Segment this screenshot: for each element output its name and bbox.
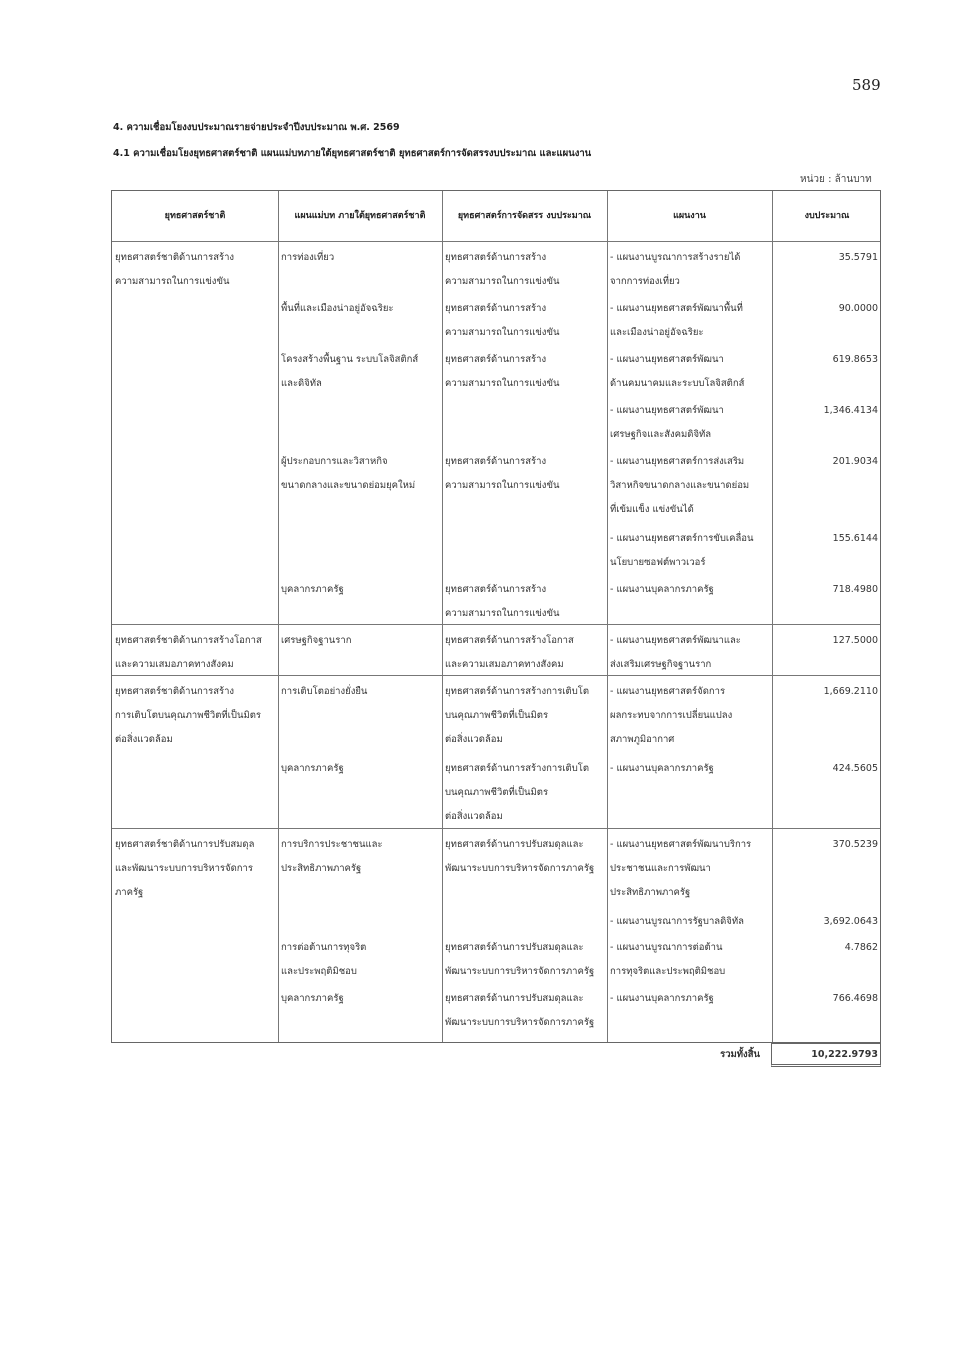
cell-allocation-strategy: ยุทธศาสตร์ด้านการสร้างโอกาส และความเสมอภาคทางสังคม (445, 635, 574, 670)
row-divider (112, 241, 880, 242)
cell-budget: 127.5000 (832, 635, 878, 646)
column-divider (278, 191, 279, 1042)
column-divider (772, 191, 773, 1042)
cell-master-plan: เศรษฐกิจฐานราก (281, 635, 352, 646)
total-label: รวมทั้งสิ้น (720, 1049, 760, 1060)
cell-budget: 718.4980 (832, 584, 878, 595)
cell-work-plan: - แผนงานยุทธศาสตร์พัฒนา เศรษฐกิจและสังคมดิจิทัล (610, 405, 724, 440)
cell-work-plan: - แผนงานบูรณาการรัฐบาลดิจิทัล (610, 916, 744, 927)
cell-work-plan: - แผนงานยุทธศาสตร์พัฒนาและ ส่งเสริมเศรษฐกิจฐานราก (610, 635, 741, 670)
page-number: 589 (852, 76, 881, 94)
header-national-strategy: ยุทธศาสตร์ชาติ (164, 211, 226, 221)
cell-master-plan: การเติบโตอย่างยั่งยืน (281, 686, 368, 697)
cell-budget: 424.5605 (832, 763, 878, 774)
cell-allocation-strategy: ยุทธศาสตร์ด้านการสร้าง ความสามารถในการแข่งขัน (445, 303, 560, 338)
header-master-plan: แผนแม่บท ภายใต้ยุทธศาสตร์ชาติ (294, 211, 426, 221)
cell-budget: 766.4698 (832, 993, 878, 1004)
cell-allocation-strategy: ยุทธศาสตร์ด้านการสร้าง ความสามารถในการแข่งขัน (445, 584, 560, 619)
cell-budget: 4.7862 (844, 942, 878, 953)
cell-budget: 3,692.0643 (823, 916, 878, 927)
cell-work-plan: - แผนงานยุทธศาสตร์การส่งเสริม วิสาหกิจขนาดกลางและขนาดย่อม ที่เข้มแข็ง แข่งขันได้ (610, 456, 750, 515)
cell-budget: 35.5791 (838, 252, 878, 263)
total-value: 10,222.9793 (771, 1043, 881, 1067)
budget-table (111, 190, 881, 1043)
total-row (111, 1043, 881, 1069)
cell-work-plan: - แผนงานยุทธศาสตร์พัฒนาบริการ ประชาชนและการพัฒนา ประสิทธิภาพภาครัฐ (610, 839, 752, 898)
cell-national-strategy: ยุทธศาสตร์ชาติด้านการสร้าง ความสามารถในการแข่งขัน (115, 252, 235, 287)
cell-budget: 1,346.4134 (823, 405, 878, 416)
cell-master-plan: บุคลากรภาครัฐ (281, 763, 344, 774)
cell-master-plan: การต่อต้านการทุจริต และประพฤติมิชอบ (281, 942, 367, 977)
header-work-plan: แผนงาน (673, 211, 706, 221)
cell-work-plan: - แผนงานบุคลากรภาครัฐ (610, 763, 714, 774)
cell-work-plan: - แผนงานยุทธศาสตร์พัฒนา ด้านคมนาคมและระบบโลจิสติกส์ (610, 354, 745, 389)
cell-budget: 155.6144 (832, 533, 878, 544)
cell-allocation-strategy: ยุทธศาสตร์ด้านการสร้างการเติบโต บนคุณภาพชีวิตที่เป็นมิตร ต่อสิ่งแวดล้อม (445, 686, 590, 745)
header-allocation-strategy: ยุทธศาสตร์การจัดสรร งบประมาณ (457, 211, 592, 221)
cell-work-plan: - แผนงานยุทธศาสตร์จัดการ ผลกระทบจากการเปลี่ยนแปลง สภาพภูมิอากาศ (610, 686, 733, 745)
cell-allocation-strategy: ยุทธศาสตร์ด้านการปรับสมดุลและ พัฒนาระบบการบริหารจัดการภาครัฐ (445, 993, 595, 1028)
cell-work-plan: - แผนงานบุคลากรภาครัฐ (610, 584, 714, 595)
cell-allocation-strategy: ยุทธศาสตร์ด้านการปรับสมดุลและ พัฒนาระบบการบริหารจัดการภาครัฐ (445, 839, 595, 874)
cell-master-plan: บุคลากรภาครัฐ (281, 584, 344, 595)
cell-national-strategy: ยุทธศาสตร์ชาติด้านการปรับสมดุล และพัฒนาระบบการบริหารจัดการ ภาครัฐ (115, 839, 255, 898)
cell-master-plan: การบริการประชาชนและ ประสิทธิภาพภาครัฐ (281, 839, 383, 874)
cell-allocation-strategy: ยุทธศาสตร์ด้านการสร้าง ความสามารถในการแข่งขัน (445, 354, 560, 389)
cell-budget: 201.9034 (832, 456, 878, 467)
column-divider (607, 191, 608, 1042)
cell-budget: 619.8653 (832, 354, 878, 365)
cell-national-strategy: ยุทธศาสตร์ชาติด้านการสร้าง การเติบโตบนคุณภาพชีวิตที่เป็นมิตร ต่อสิ่งแวดล้อม (115, 686, 261, 745)
section-heading: 4. ความเชื่อมโยงงบประมาณรายจ่ายประจำปีงบประมาณ พ.ศ. 2569 (113, 122, 400, 133)
cell-work-plan: - แผนงานบุคลากรภาครัฐ (610, 993, 714, 1004)
cell-master-plan: การท่องเที่ยว (281, 252, 335, 263)
cell-work-plan: - แผนงานบูรณาการสร้างรายได้ จากการท่องเที่ยว (610, 252, 741, 287)
cell-master-plan: บุคลากรภาครัฐ (281, 993, 344, 1004)
cell-budget: 90.0000 (838, 303, 878, 314)
header-budget: งบประมาณ (804, 211, 850, 221)
cell-work-plan: - แผนงานยุทธศาสตร์การขับเคลื่อน นโยบายซอฟต์พาวเวอร์ (610, 533, 754, 568)
cell-allocation-strategy: ยุทธศาสตร์ด้านการสร้างการเติบโต บนคุณภาพชีวิตที่เป็นมิตร ต่อสิ่งแวดล้อม (445, 763, 590, 822)
cell-allocation-strategy: ยุทธศาสตร์ด้านการปรับสมดุลและ พัฒนาระบบการบริหารจัดการภาครัฐ (445, 942, 595, 977)
unit-label: หน่วย : ล้านบาท (800, 174, 872, 185)
cell-master-plan: พื้นที่และเมืองน่าอยู่อัจฉริยะ (281, 303, 394, 314)
cell-master-plan: โครงสร้างพื้นฐาน ระบบโลจิสติกส์ และดิจิทัล (281, 354, 419, 389)
cell-allocation-strategy: ยุทธศาสตร์ด้านการสร้าง ความสามารถในการแข่งขัน (445, 456, 560, 491)
cell-master-plan: ผู้ประกอบการและวิสาหกิจ ขนาดกลางและขนาดย่อมยุคใหม่ (281, 456, 416, 491)
cell-budget: 1,669.2110 (823, 686, 878, 697)
subsection-heading: 4.1 ความเชื่อมโยงยุทธศาสตร์ชาติ แผนแม่บทภายใต้ยุทธศาสตร์ชาติ ยุทธศาสตร์การจัดสรรงบประมาณ และแผนงาน (113, 148, 592, 159)
cell-allocation-strategy: ยุทธศาสตร์ด้านการสร้าง ความสามารถในการแข่งขัน (445, 252, 560, 287)
cell-national-strategy: ยุทธศาสตร์ชาติด้านการสร้างโอกาส และความเสมอภาคทางสังคม (115, 635, 262, 670)
cell-budget: 370.5239 (832, 839, 878, 850)
cell-work-plan: - แผนงานยุทธศาสตร์พัฒนาพื้นที่ และเมืองน่าอยู่อัจฉริยะ (610, 303, 743, 338)
cell-work-plan: - แผนงานบูรณาการต่อต้าน การทุจริตและประพฤติมิชอบ (610, 942, 726, 977)
column-divider (442, 191, 443, 1042)
